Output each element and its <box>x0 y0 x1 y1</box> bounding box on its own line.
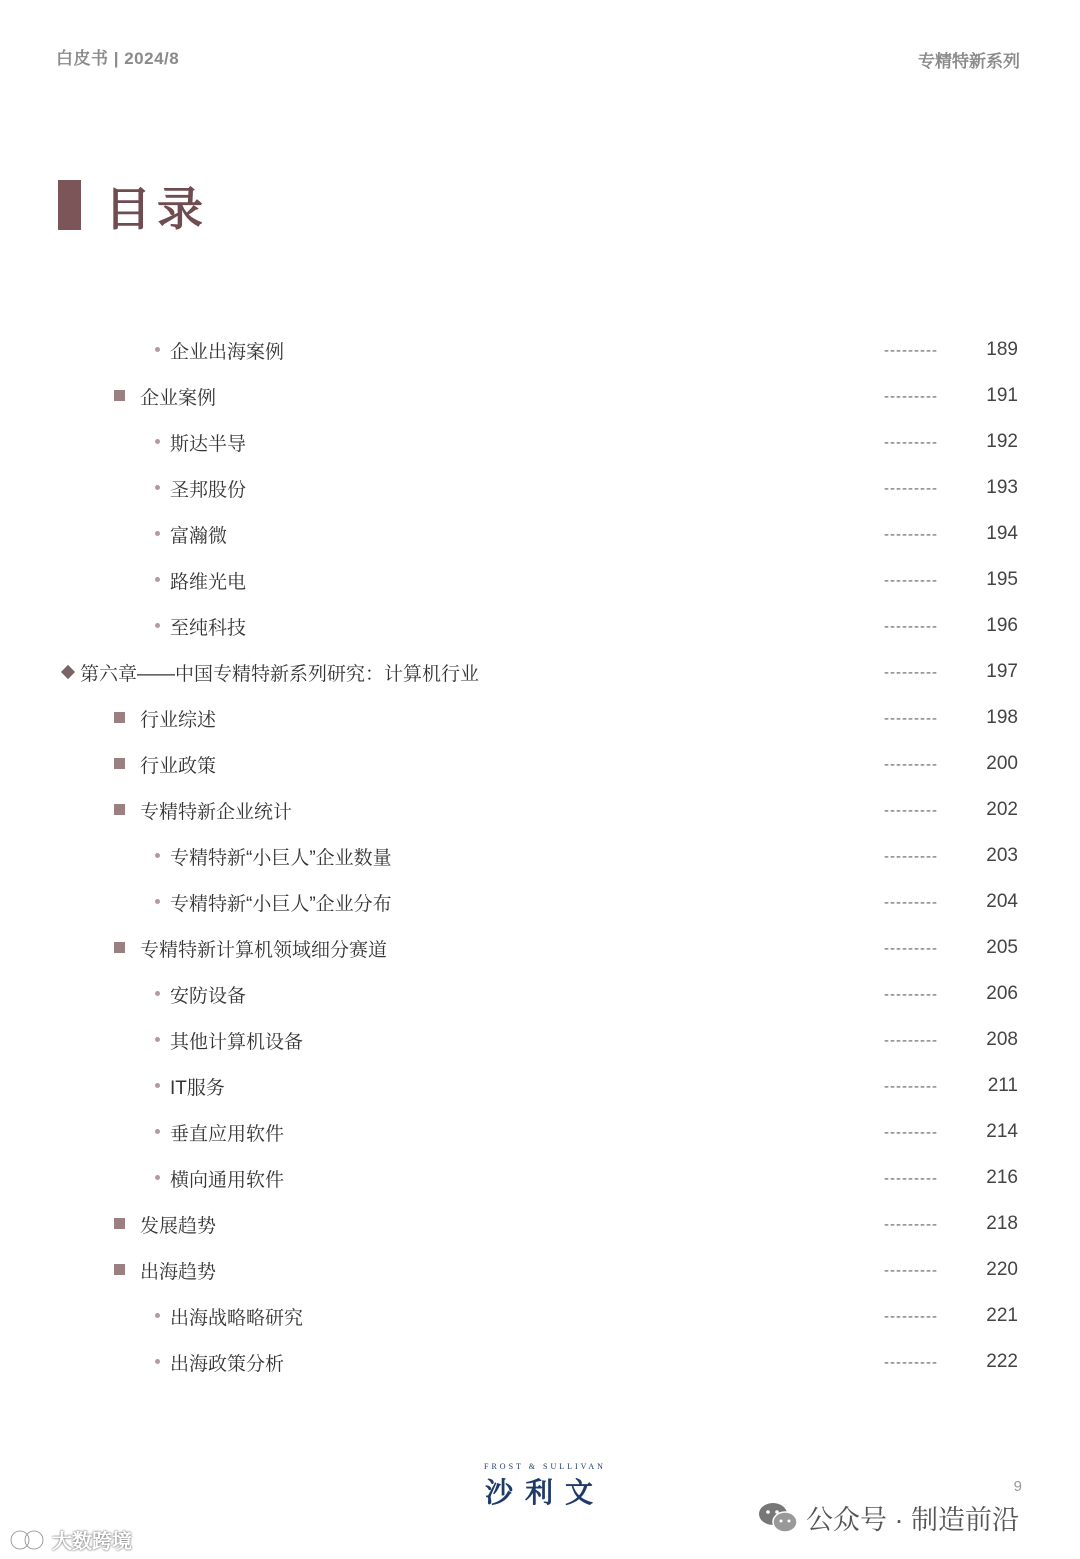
toc-entry-label: 至纯科技 <box>170 617 247 639</box>
toc-entry[interactable] <box>0 327 1080 373</box>
toc-entry-leader: --------- <box>884 1215 938 1233</box>
toc-entry[interactable] <box>0 557 1080 603</box>
toc-entry-leader: --------- <box>884 893 938 911</box>
toc-entry-page: 218 <box>986 1213 1018 1234</box>
toc-entry-label: 出海战略略研究 <box>170 1307 304 1329</box>
toc-entry-page: 202 <box>986 799 1018 820</box>
toc-entry-label: 专精特新计算机领域细分赛道 <box>140 939 388 961</box>
toc-entry-label: 出海趋势 <box>140 1261 217 1283</box>
toc-entry-leader: --------- <box>884 1123 938 1141</box>
frost-sullivan-logo <box>470 1462 620 1511</box>
toc-entry-leader: --------- <box>884 1307 938 1325</box>
toc-entry[interactable] <box>0 1063 1080 1109</box>
toc-entry-label: 企业出海案例 <box>170 341 285 363</box>
header-series: 专精特新系列 <box>918 52 1020 71</box>
logo-english-text: FROST & SULLIVAN <box>484 1462 606 1471</box>
toc-entry[interactable] <box>0 695 1080 741</box>
toc-entry-page: 211 <box>987 1075 1018 1096</box>
logo-chinese-text: 沙利文 <box>484 1477 605 1508</box>
header-date: 白皮书 | 2024/8 <box>56 49 180 68</box>
toc-entry-label: 行业政策 <box>140 755 217 777</box>
toc-entry-label: 横向通用软件 <box>170 1169 285 1191</box>
toc-entry[interactable] <box>0 1155 1080 1201</box>
wechat-icon <box>758 1501 798 1535</box>
toc-entry-page: 198 <box>986 707 1018 728</box>
dot-bullet-icon <box>155 623 160 628</box>
square-bullet-icon <box>114 712 125 723</box>
toc-entry[interactable] <box>0 511 1080 557</box>
toc-entry-page: 191 <box>986 385 1018 406</box>
dot-bullet-icon <box>155 531 160 536</box>
toc-entry-label: 企业案例 <box>140 387 217 409</box>
dot-bullet-icon <box>155 485 160 490</box>
toc-entry[interactable] <box>0 925 1080 971</box>
toc-entry-leader: --------- <box>884 939 938 957</box>
square-bullet-icon <box>114 942 125 953</box>
dot-bullet-icon <box>155 439 160 444</box>
toc-entry-label: 专精特新企业统计 <box>140 801 293 823</box>
toc-entry-leader: --------- <box>884 985 938 1003</box>
toc-entry-label: 出海政策分析 <box>170 1353 285 1375</box>
toc-entry-label: 垂直应用软件 <box>170 1123 285 1145</box>
toc-entry-leader: --------- <box>884 479 938 497</box>
toc-entry-label: 其他计算机设备 <box>170 1031 304 1053</box>
toc-entry[interactable] <box>0 1017 1080 1063</box>
page-title: 目录 <box>105 183 209 235</box>
toc-entry-page: 192 <box>986 431 1018 452</box>
toc-entry-page: 222 <box>986 1351 1018 1372</box>
toc-entry[interactable] <box>0 1109 1080 1155</box>
title-accent-bar <box>58 180 81 230</box>
toc-entry-leader: --------- <box>884 1353 938 1371</box>
toc-entry[interactable] <box>0 649 1080 695</box>
square-bullet-icon <box>114 1218 125 1229</box>
toc-entry-leader: --------- <box>884 709 938 727</box>
toc-entry-page: 214 <box>986 1121 1018 1142</box>
toc-entry-leader: --------- <box>884 433 938 451</box>
square-bullet-icon <box>114 758 125 769</box>
toc-entry-leader: --------- <box>884 571 938 589</box>
toc-entry-page: 204 <box>986 891 1018 912</box>
toc-entry-leader: --------- <box>884 663 938 681</box>
toc-entry-leader: --------- <box>884 617 938 635</box>
toc-entry[interactable] <box>0 741 1080 787</box>
toc-entry-leader: --------- <box>884 1169 938 1187</box>
square-bullet-icon <box>114 1264 125 1275</box>
toc-entry-leader: --------- <box>884 341 938 359</box>
toc-entry-leader: --------- <box>884 387 938 405</box>
toc-entry-page: 194 <box>986 523 1018 544</box>
toc-entry[interactable] <box>0 1247 1080 1293</box>
toc-entry[interactable] <box>0 833 1080 879</box>
dot-bullet-icon <box>155 1129 160 1134</box>
dot-bullet-icon <box>155 991 160 996</box>
watermark-text: 大数跨境 <box>52 1531 132 1553</box>
toc-entry[interactable] <box>0 1201 1080 1247</box>
dot-bullet-icon <box>155 899 160 904</box>
square-bullet-icon <box>114 390 125 401</box>
toc-entry-page: 205 <box>986 937 1018 958</box>
toc-entry[interactable] <box>0 971 1080 1017</box>
diamond-bullet-icon <box>61 665 75 679</box>
watermark-logo-icon <box>8 1527 48 1553</box>
wechat-label: 公众号 · 制造前沿 <box>806 1505 1019 1535</box>
toc-entry-page: 203 <box>986 845 1018 866</box>
page-number: 9 <box>1013 1478 1022 1495</box>
toc-entry[interactable] <box>0 419 1080 465</box>
dot-bullet-icon <box>155 347 160 352</box>
toc-entry[interactable] <box>0 465 1080 511</box>
toc-entry-leader: --------- <box>884 1261 938 1279</box>
toc-entry-label: IT服务 <box>170 1077 225 1099</box>
watermark <box>8 1525 132 1554</box>
toc-entry-page: 200 <box>986 753 1018 774</box>
dot-bullet-icon <box>155 1359 160 1364</box>
toc-entry-page: 197 <box>986 661 1018 682</box>
toc-entry-page: 196 <box>986 615 1018 636</box>
toc-entry-label: 圣邦股份 <box>170 479 247 501</box>
toc-entry-label: 专精特新“小巨人”企业分布 <box>170 893 392 915</box>
toc-entry-label: 安防设备 <box>170 985 247 1007</box>
wechat-account[interactable] <box>758 1498 1019 1537</box>
dot-bullet-icon <box>155 1037 160 1042</box>
dot-bullet-icon <box>155 577 160 582</box>
toc-entry-leader: --------- <box>884 525 938 543</box>
toc-entry-label: 发展趋势 <box>140 1215 217 1237</box>
toc-entry-page: 195 <box>986 569 1018 590</box>
toc-entry[interactable] <box>0 1339 1080 1385</box>
square-bullet-icon <box>114 804 125 815</box>
dot-bullet-icon <box>155 853 160 858</box>
toc-entry-label: 专精特新“小巨人”企业数量 <box>170 847 392 869</box>
toc-entry-label: 行业综述 <box>140 709 217 731</box>
toc-entry-leader: --------- <box>884 801 938 819</box>
toc-entry-page: 216 <box>986 1167 1018 1188</box>
table-of-contents <box>0 327 1080 1385</box>
toc-entry-page: 189 <box>986 339 1018 360</box>
toc-entry-label: 第六章——中国专精特新系列研究：计算机行业 <box>80 663 480 685</box>
toc-entry[interactable] <box>0 879 1080 925</box>
toc-entry-page: 220 <box>986 1259 1018 1280</box>
toc-entry-page: 206 <box>986 983 1018 1004</box>
toc-entry-page: 193 <box>986 477 1018 498</box>
toc-entry-leader: --------- <box>884 755 938 773</box>
dot-bullet-icon <box>155 1313 160 1318</box>
toc-entry-label: 斯达半导 <box>170 433 247 455</box>
toc-entry-leader: --------- <box>884 1077 938 1095</box>
toc-entry[interactable] <box>0 787 1080 833</box>
toc-entry[interactable] <box>0 603 1080 649</box>
toc-entry-page: 208 <box>986 1029 1018 1050</box>
toc-entry-leader: --------- <box>884 847 938 865</box>
toc-entry-label: 路维光电 <box>170 571 247 593</box>
dot-bullet-icon <box>155 1083 160 1088</box>
dot-bullet-icon <box>155 1175 160 1180</box>
toc-entry-page: 221 <box>986 1305 1018 1326</box>
toc-entry[interactable] <box>0 373 1080 419</box>
toc-entry[interactable] <box>0 1293 1080 1339</box>
toc-entry-label: 富瀚微 <box>170 525 228 547</box>
toc-entry-leader: --------- <box>884 1031 938 1049</box>
